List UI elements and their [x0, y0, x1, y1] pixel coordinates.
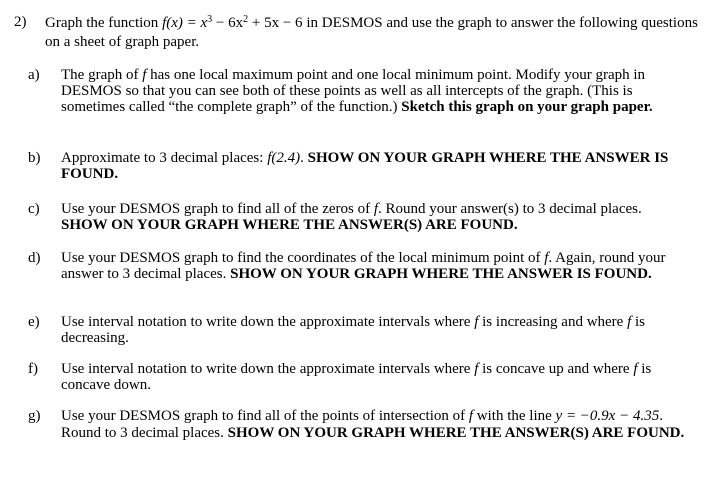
function-name: f	[633, 361, 638, 377]
part-text	[61, 67, 685, 115]
function-name: f	[468, 408, 474, 424]
part-text-segment: has one local maximum point and one local minimum point. Modify your graph in DESMOS so that you can see both of these points as well as all intercepts of the graph. (This is sometimes called “the complete graph” of the function.)	[61, 67, 646, 115]
function-expression: f(2.4)	[267, 150, 301, 166]
part-instruction: SHOW ON YOUR GRAPH WHERE THE ANSWER(S) ARE FOUND.	[227, 425, 685, 441]
part-text	[61, 408, 685, 442]
part-instruction: SHOW ON YOUR GRAPH WHERE THE ANSWER IS FOUND.	[230, 266, 652, 282]
part-text	[61, 201, 685, 233]
part-text-segment: is concave up and where	[478, 361, 634, 377]
part-label: c)	[28, 201, 40, 217]
part-text-segment: Use your DESMOS graph to find the coordinates of the local minimum point of	[61, 250, 545, 266]
function-name: f	[474, 361, 479, 377]
part-label: b)	[28, 150, 41, 166]
part-text-segment: Use your DESMOS graph to find all of the points of intersection of	[61, 408, 469, 424]
function-name: f	[474, 314, 479, 330]
part-text	[61, 250, 685, 282]
part-text-segment: Use interval notation to write down the approximate intervals where	[61, 314, 475, 330]
part-label: a)	[28, 67, 40, 83]
part-text-segment: The graph of	[61, 67, 143, 83]
stem-lead: Graph the function	[45, 15, 159, 31]
part-text-segment: with the line	[473, 408, 556, 424]
part-instruction: Sketch this graph on your graph paper.	[401, 99, 653, 115]
question-stem	[45, 14, 700, 52]
part-text-segment: Use your DESMOS graph to find all of the zeros of	[61, 201, 374, 217]
part-text-segment: is increasing and where	[478, 314, 628, 330]
function-name: f	[373, 201, 379, 217]
part-instruction: SHOW ON YOUR GRAPH WHERE THE ANSWER(S) ARE FOUND.	[61, 217, 518, 233]
function-name: f	[544, 250, 549, 266]
part-label: g)	[28, 408, 41, 424]
part-text	[61, 150, 685, 182]
function-term-2: − 6x	[215, 15, 244, 31]
part-text-segment: Use interval notation to write down the approximate intervals where	[61, 361, 475, 377]
part-text-segment: . Round to 3 decimal places.	[61, 408, 663, 441]
part-text-segment: . Round your answer(s) to 3 decimal places.	[378, 201, 642, 217]
part-text	[61, 314, 685, 346]
exponent-3: 3	[207, 14, 213, 25]
question-number: 2)	[14, 14, 27, 30]
part-text-segment: is decreasing.	[61, 314, 646, 346]
function-term-3: + 5x − 6	[251, 15, 303, 31]
part-label: d)	[28, 250, 41, 266]
exponent-2: 2	[243, 14, 249, 25]
part-label: e)	[28, 314, 40, 330]
line-equation: y = −0.9x − 4.35	[555, 408, 660, 424]
stem-tail: in DESMOS and use the graph to answer the following questions on a sheet of graph paper.	[45, 15, 698, 50]
part-instruction: SHOW ON YOUR GRAPH WHERE THE ANSWER IS FOUND.	[61, 150, 669, 182]
part-text-segment: Approximate to 3 decimal places:	[61, 150, 268, 166]
part-text-segment: . Again, round your answer to 3 decimal places.	[61, 250, 666, 282]
function-name: f	[142, 67, 147, 83]
function-lhs: f(x) = x	[162, 15, 208, 31]
part-text-segment: .	[300, 150, 308, 166]
part-text-segment: is concave down.	[61, 361, 652, 393]
part-label: f)	[28, 361, 38, 377]
function-name: f	[627, 314, 632, 330]
part-text	[61, 361, 685, 393]
